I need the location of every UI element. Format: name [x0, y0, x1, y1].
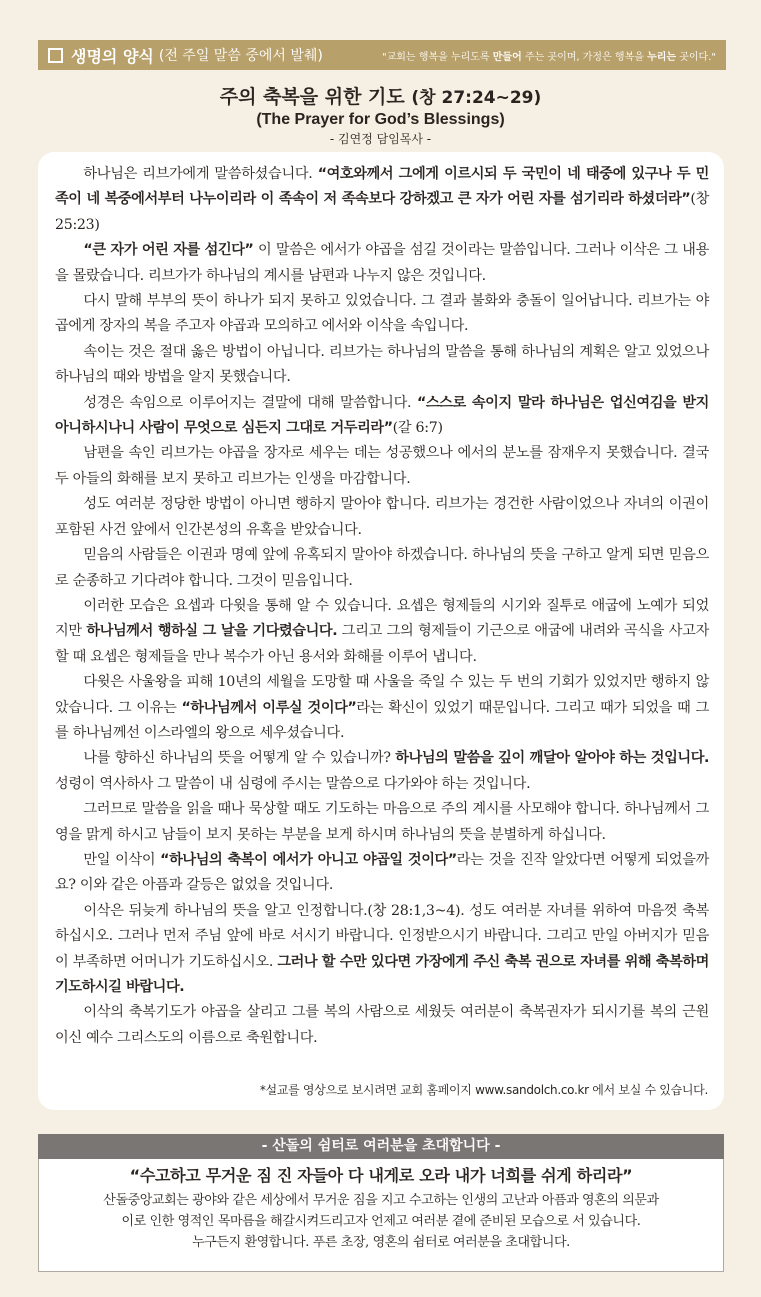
- section-title: 생명의 양식: [71, 46, 154, 66]
- pastor-name: - 김연정 담임목사 -: [329, 132, 432, 146]
- sermon-paragraphs: [55, 162, 709, 1051]
- sermon-title-block: [0, 82, 761, 147]
- invite-title-bar: - 산돌의 쉼터로 여러분을 초대합니다 -: [38, 1134, 724, 1159]
- paragraph-text: 만일 이삭이: [83, 851, 161, 868]
- scripture-emphasis: 하나님께서 행하실 그 날을 기다렸습니다.: [86, 623, 338, 640]
- paragraph-text: 그리고 그의 형제들이 기근으로 애굽에 내려와 곡식을 사고자 할 때 요셉은 형제들을 만나 복수가 아닌 용서와 화해를 이루어 냅니다.: [55, 623, 709, 665]
- sermon-title-english: (The Prayer for God’s Blessings): [256, 111, 505, 128]
- paragraph-text: 믿음의 사람들은 이권과 명예 앞에 유혹되지 말아야 하겠습니다. 하나님의 뜻을 구하고 알게 되면 믿음으로 순종하고 기다려야 합니다. 그것이 믿음입니다.: [55, 547, 709, 589]
- paragraph-text: 이삭은 뒤늦게 하나님의 뜻을 알고 인정합니다.(창 28:1,3~4). 성도 여러분 자녀를 위하여 마음껏 축복하십시오. 그러나 먼저 주님 앞에 바로 서시기 바랍니다. 인정받으시기 바랍니다. 그리고 만일 아버지가 믿음이 부족하면 어머니가 기도하십시오.: [55, 902, 709, 970]
- paragraph-text: 성경은 속임으로 이루어지는 결말에 대해 말씀합니다.: [83, 394, 417, 411]
- invite-line: 누구든지 환영합니다. 푸른 초장, 영혼의 쉼터로 여러분을 초대합니다.: [192, 1235, 570, 1250]
- sermon-paragraph: [55, 848, 709, 899]
- motto-run: "교회는 행복을 누리도록: [382, 51, 493, 63]
- invite-line: 이로 인한 영적인 목마름을 해갈시켜드리고자 언제고 여러분 곁에 준비된 모습으로 서 있습니다.: [121, 1214, 641, 1229]
- sermon-paragraph: [55, 238, 709, 289]
- square-bullet-icon: [48, 48, 63, 63]
- scripture-emphasis: “스스로 속이지 말라 하나님은 업신여김을 받지 아니하시나니 사람이 무엇으로 심든지 그대로 거두리라”: [55, 394, 709, 437]
- paragraph-text: 하나님은 리브가에게 말씀하셨습니다.: [83, 166, 318, 182]
- scripture-emphasis: 그러나 할 수만 있다면 가장에게 주신 축복 권으로 자녀를 위해 축복하며 기도하시길 바랍니다.: [55, 953, 709, 995]
- sermon-title: [0, 82, 761, 109]
- motto-run: 주는 곳이며, 가정은 행복을: [521, 51, 648, 63]
- scripture-emphasis: 하나님의 말씀을 깊이 깨달아 알아야 하는 것입니다.: [395, 750, 709, 767]
- sermon-body: [38, 152, 724, 1110]
- sermon-paragraph: [55, 289, 709, 340]
- sermon-paragraph: [55, 441, 709, 492]
- invite-box: [38, 1159, 724, 1272]
- scripture-emphasis: “큰 자가 어린 자를 섬긴다”: [83, 242, 254, 259]
- sermon-paragraph: [55, 492, 709, 543]
- invite-line: 산돌중앙교회는 광야와 같은 세상에서 무거운 짐을 지고 수고하는 인생의 고난과 아픔과 영혼의 의문과: [103, 1193, 659, 1208]
- scripture-emphasis: “하나님께서 이루실 것이다”: [181, 699, 357, 716]
- paragraph-text: 다시 말해 부부의 뜻이 하나가 되지 못하고 있었습니다. 그 결과 불화와 충돌이 일어납니다. 리브가는 야곱에게 장자의 복을 주고자 야곱과 모의하고 에서와 이삭을 속입니다.: [55, 293, 709, 335]
- sermon-paragraph: [55, 543, 709, 594]
- sermon-paragraph: [55, 746, 709, 797]
- paragraph-text: 성령이 역사하사 그 말씀이 내 심령에 주시는 말씀으로 다가와야 하는 것입니다.: [55, 775, 531, 792]
- motto-run: 누리는: [647, 51, 677, 63]
- paragraph-text: 이 말씀은 에서가 야곱을 섬길 것이라는 말씀입니다. 그러나 이삭은 그 내용을 몰랐습니다. 리브가가 하나님의 계시를 남편과 나누지 않은 것입니다.: [55, 242, 709, 284]
- sermon-paragraph: [55, 1000, 709, 1051]
- invite-quote: “수고하고 무거운 짐 진 자들아 다 내게로 오라 내가 너희를 쉬게 하리라”: [129, 1166, 633, 1185]
- paragraph-text: 성도 여러분 정당한 방법이 아니면 행하지 말아야 합니다. 리브가는 경건한 사람이었으나 자녀의 이권이 포함된 사건 앞에서 인간본성의 유혹을 받았습니다.: [55, 496, 709, 538]
- paragraph-text: 라는 확신이 있었기 때문입니다. 그리고 때가 되었을 때 그를 하나님께선 이스라엘의 왕으로 세우셨습니다.: [55, 699, 709, 741]
- sermon-title-text: 주의 축복을 위한 기도: [219, 86, 405, 108]
- paragraph-text: 남편을 속인 리브가는 야곱을 장자로 세우는 데는 성공했으나 에서의 분노를 잠재우지 못했습니다. 결국 두 아들의 화해를 보지 못하고 리브가는 인생을 마감합니다.: [55, 445, 709, 487]
- paragraph-text: 그러므로 말씀을 읽을 때나 묵상할 때도 기도하는 마음으로 주의 계시를 사모해야 합니다. 하나님께서 그 영을 맑게 하시고 남들이 보지 못하는 부분을 보게 하시며 하나님의 뜻을 분별하게 하십니다.: [55, 801, 709, 843]
- paragraph-text: 이삭의 축복기도가 야곱을 살리고 그를 복의 사람으로 세웠듯 여러분이 축복권자가 되시기를 복의 근원이신 예수 그리스도의 이름으로 축원합니다.: [55, 1004, 709, 1046]
- motto-run: 만들어: [492, 51, 522, 63]
- section-subtitle: (전 주일 말씀 중에서 발췌): [158, 48, 323, 64]
- sermon-paragraph: [55, 340, 709, 391]
- sermon-reference: (창 27:24~29): [411, 88, 542, 108]
- church-motto: [382, 48, 716, 63]
- paragraph-text: 다윗은 사울왕을 피해 10년의 세월을 도망할 때 사울을 죽일 수 있는 두 번의 기회가 있었지만 행하지 않았습니다. 그 이유는: [55, 674, 709, 716]
- paragraph-text: (갈 6:7): [392, 420, 443, 437]
- paragraph-text: 라는 것을 진작 알았다면 어떻게 되었을까요? 이와 같은 아픔과 갈등은 없었을 것입니다.: [55, 851, 709, 894]
- paragraph-text: 속이는 것은 절대 옳은 방법이 아닙니다. 리브가는 하나님의 말씀을 통해 하나님의 계획은 알고 있었으나 하나님의 때와 방법을 알지 못했습니다.: [55, 343, 709, 386]
- sermon-paragraph: [55, 899, 709, 1001]
- sermon-paragraph: [55, 391, 709, 442]
- paragraph-text: 나를 향하신 하나님의 뜻을 어떻게 알 수 있습니까?: [83, 750, 396, 767]
- video-note: *설교를 영상으로 보시려면 교회 홈페이지 www.sandolch.co.kr 에서 보실 수 있습니다.: [259, 1083, 708, 1097]
- sermon-paragraph: [55, 162, 709, 238]
- sermon-paragraph: [55, 594, 709, 670]
- paragraph-text: (창 25:23): [55, 191, 709, 233]
- sermon-paragraph: [55, 670, 709, 746]
- section-header-bar: [38, 40, 726, 70]
- scripture-emphasis: “하나님의 축복이 에서가 아니고 야곱일 것이다”: [160, 851, 457, 868]
- paragraph-text: 이러한 모습은 요셉과 다윗을 통해 알 수 있습니다. 요셉은 형제들의 시기와 질투로 애굽에 노예가 되었지만: [55, 597, 709, 640]
- sermon-paragraph: [55, 797, 709, 848]
- motto-run: 곳이다.": [676, 51, 716, 63]
- scripture-emphasis: “여호와께서 그에게 이르시되 두 국민이 네 태중에 있구나 두 민족이 네 복중에서부터 나누이리라 이 족속이 저 족속보다 강하겠고 큰 자가 어린 자를 섬기리라 하셨더라”: [55, 166, 709, 208]
